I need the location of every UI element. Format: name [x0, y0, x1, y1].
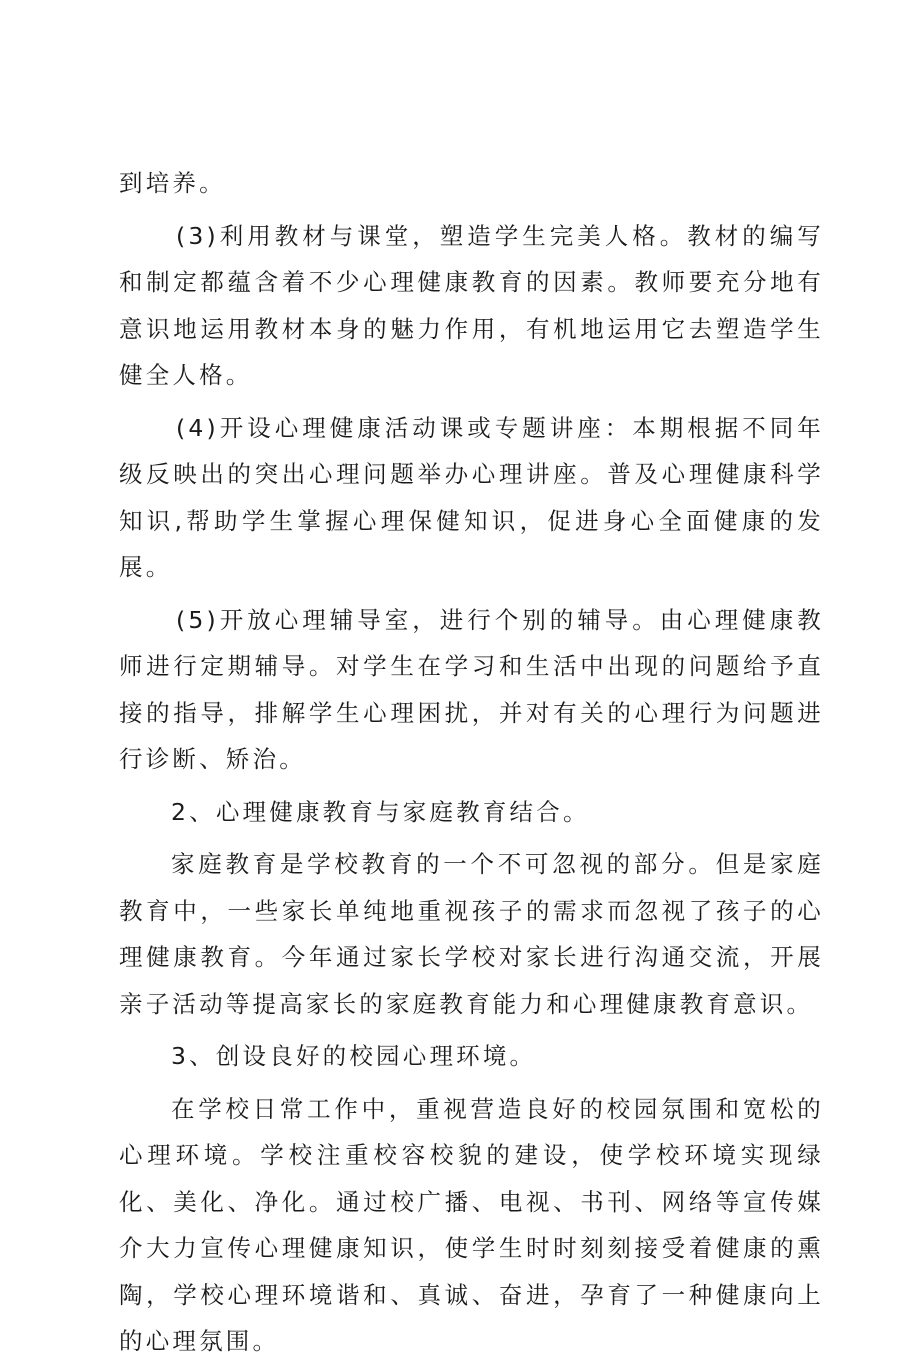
paragraph-item-4: (4)开设心理健康活动课或专题讲座：本期根据不同年级反映出的突出心理问题举办心理讲座。普及心理健康科学知识,帮助学生掌握心理保健知识，促进身心全面健康的发展。 — [119, 413, 824, 581]
paragraph-family-education: 家庭教育是学校教育的一个不可忽视的部分。但是家庭教育中，一些家长单纯地重视孩子的需求而忽视了孩子的心理健康教育。今年通过家长学校对家长进行沟通交流，开展亲子活动等提高家长的家庭教育能力和心理健康教育意识。 — [119, 850, 824, 1018]
paragraph-continuation: 到培养。 — [119, 169, 226, 197]
document-body — [119, 160, 824, 1365]
paragraph-item-3: (3)利用教材与课堂，塑造学生完美人格。教材的编写和制定都蕴含着不少心理健康教育的因素。教师要充分地有意识地运用教材本身的魅力作用，有机地运用它去塑造学生健全人格。 — [119, 221, 824, 389]
section-heading-3: 3、创设良好的校园心理环境。 — [171, 1042, 537, 1070]
section-heading-2: 2、心理健康教育与家庭教育结合。 — [171, 797, 590, 826]
paragraph-campus-environment: 在学校日常工作中，重视营造良好的校园氛围和宽松的心理环境。学校注重校容校貌的建设，使学校环境实现绿化、美化、净化。通过校广播、电视、书刊、网络等宣传媒介大力宣传心理健康知识，使学生时时刻刻接受着健康的熏陶，学校心理环境谐和、真诚、奋进，孕育了一种健康向上的心理氛围。 — [119, 1094, 824, 1355]
paragraph-item-5: (5)开放心理辅导室，进行个别的辅导。由心理健康教师进行定期辅导。对学生在学习和生活中出现的问题给予直接的指导，排解学生心理困扰，并对有关的心理行为问题进行诊断、矫治。 — [119, 605, 824, 773]
